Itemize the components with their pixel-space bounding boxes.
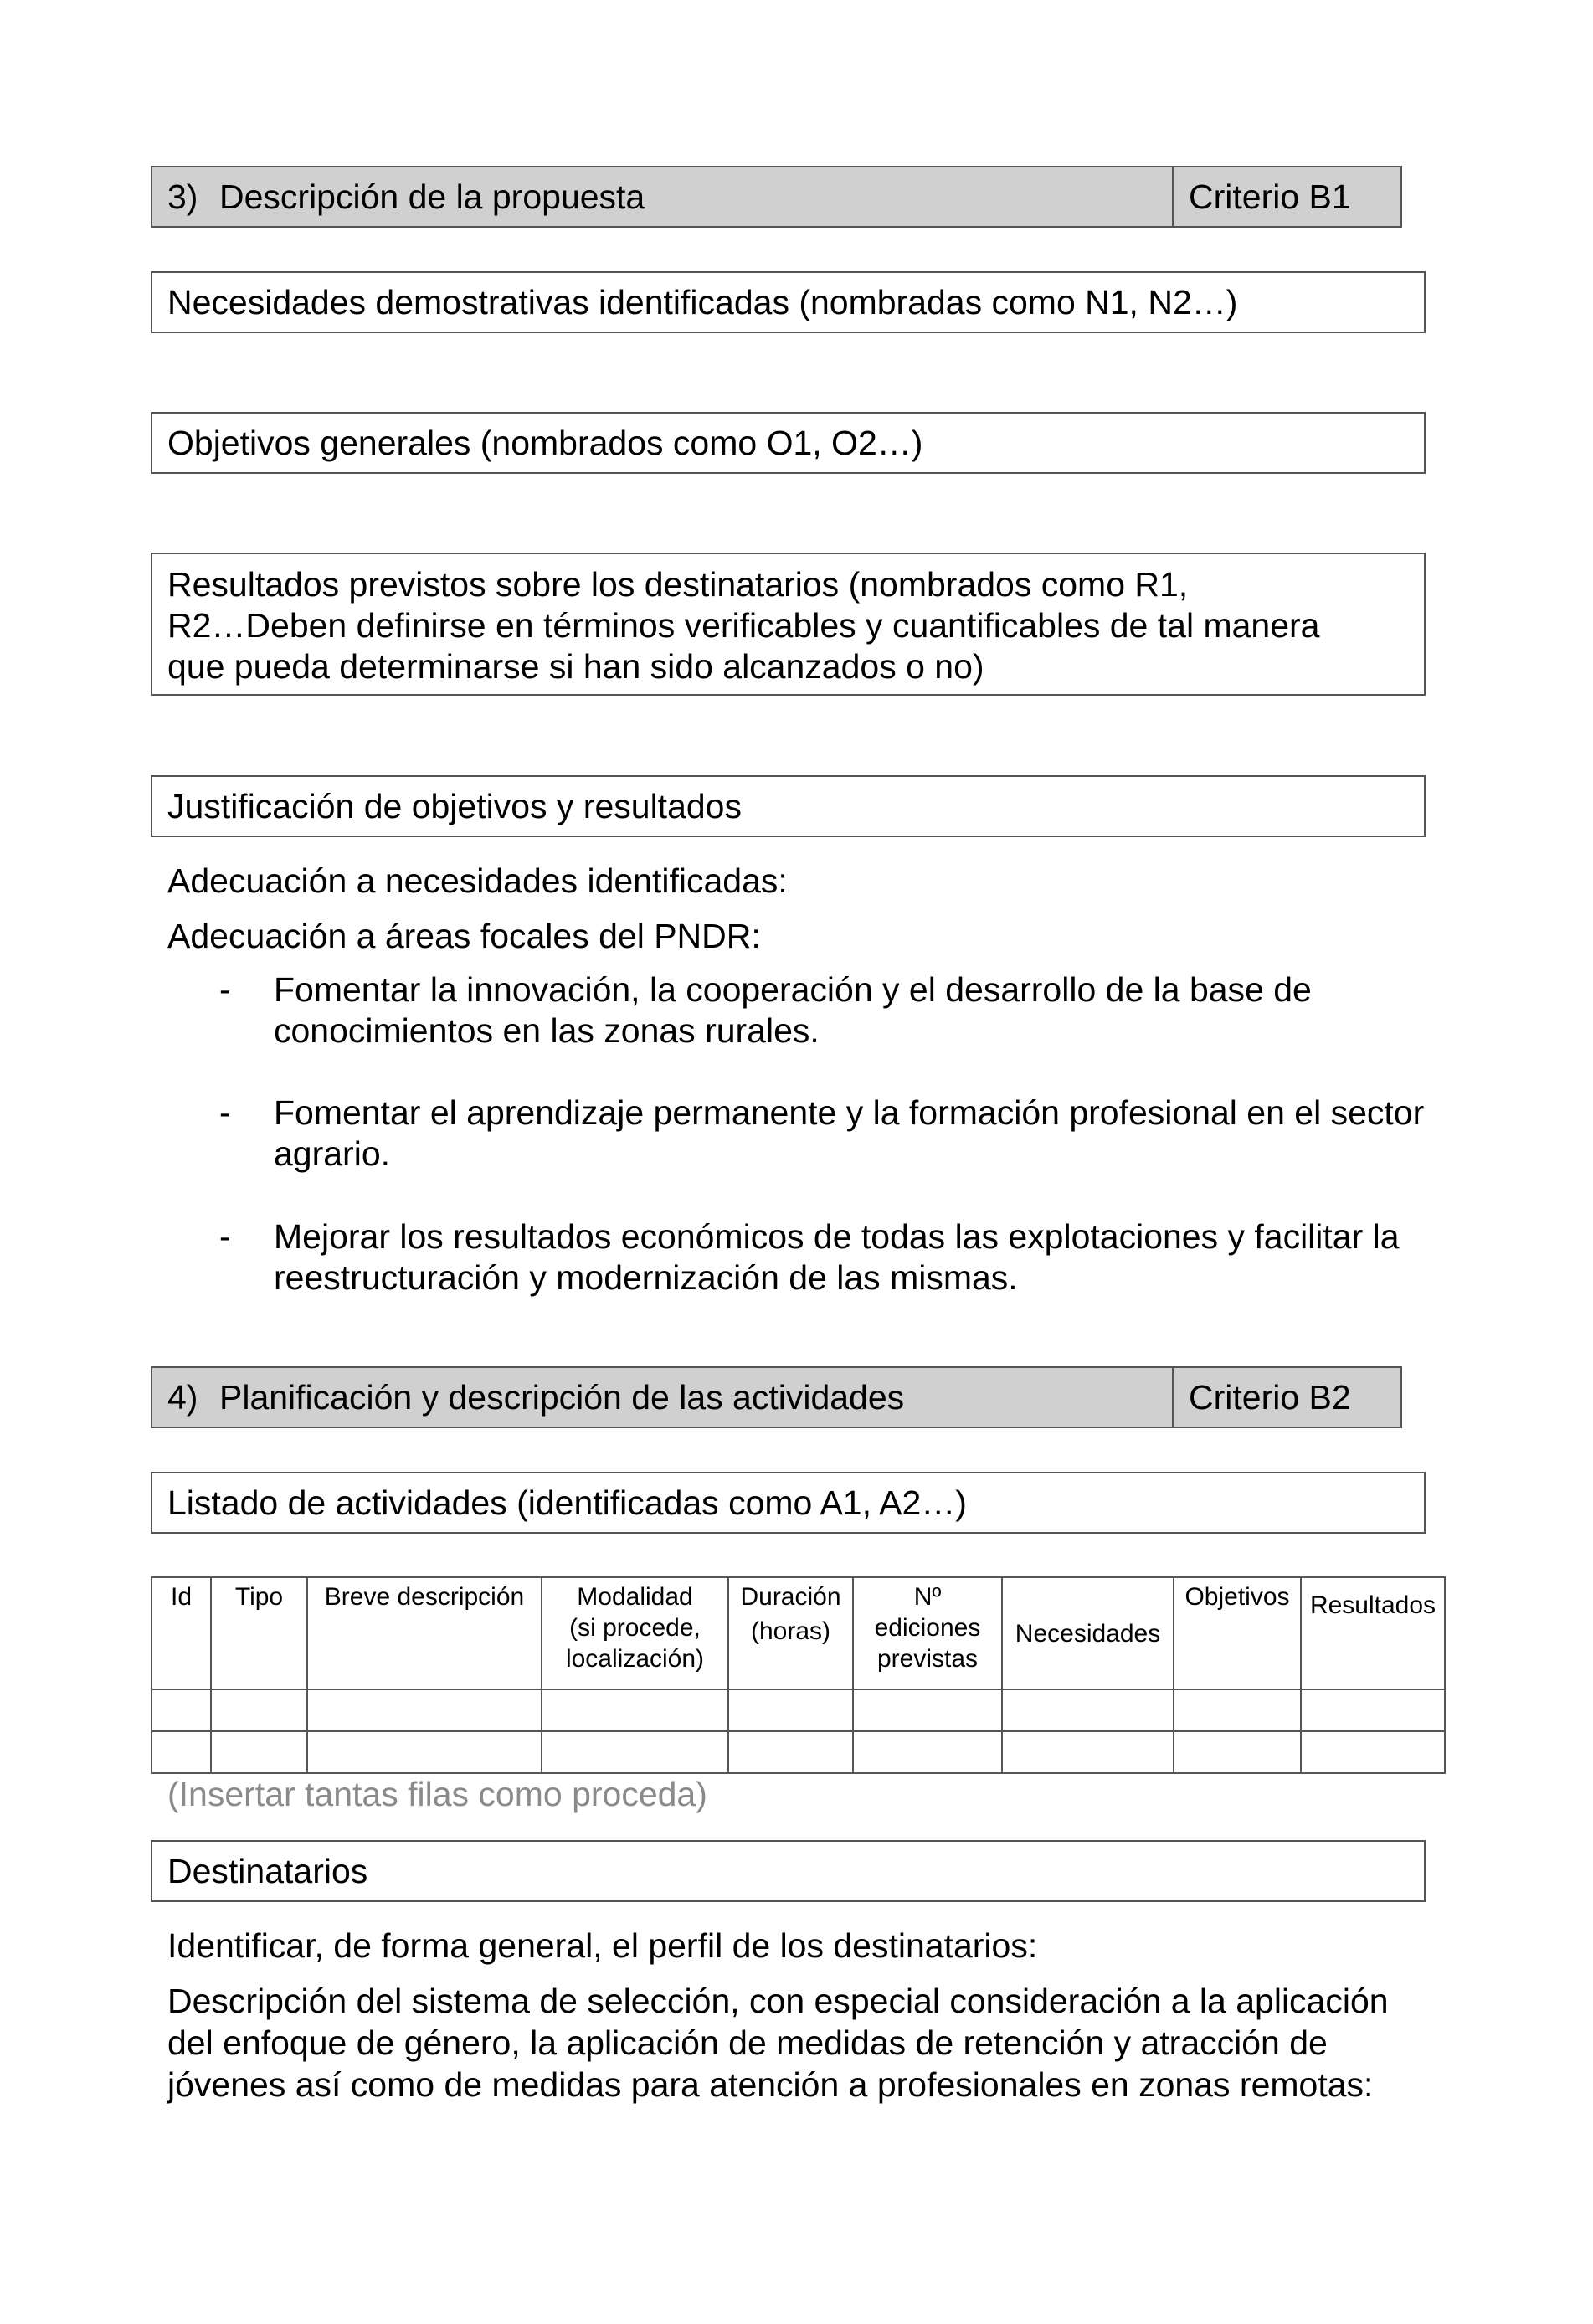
table-cell[interactable] — [211, 1731, 307, 1773]
focal-area-line-2: reestructuración y modernización de las mismas. — [274, 1258, 1018, 1297]
focal-area-line-2: conocimientos en las zonas rurales. — [274, 1011, 820, 1050]
table-cell[interactable] — [152, 1689, 211, 1731]
section-4-title: Planificación y descripción de las actividades — [219, 1378, 905, 1417]
objectives-box-label: Objetivos generales (nombrados como O1, O2…) — [167, 424, 923, 462]
section-3-header — [151, 166, 1402, 228]
focal-area-line-1: Fomentar el aprendizaje permanente y la formación profesional en el sector — [274, 1093, 1425, 1132]
table-cell[interactable] — [307, 1731, 542, 1773]
needs-box-label: Necesidades demostrativas identificadas (nombradas como N1, N2…) — [167, 283, 1238, 321]
table-cell[interactable] — [728, 1731, 853, 1773]
table-cell[interactable] — [1174, 1689, 1301, 1731]
adequacy-needs: Adecuación a necesidades identificadas: — [167, 861, 788, 900]
col-header-ediciones — [853, 1577, 1002, 1689]
table-row — [152, 1731, 1445, 1773]
col-header-duracion — [728, 1577, 853, 1689]
objectives-box — [151, 412, 1426, 474]
section-3-title-cell — [152, 167, 1174, 226]
section-3-criterion: Criterio B1 — [1189, 177, 1351, 216]
recipients-box — [151, 1840, 1426, 1902]
activities-table — [151, 1576, 1446, 1774]
table-cell[interactable] — [211, 1689, 307, 1731]
col-header-necesidades-text: Necesidades — [1015, 1619, 1161, 1648]
table-row — [152, 1689, 1445, 1731]
col-header-resultados-text: Resultados — [1309, 1591, 1436, 1619]
col-header-modalidad-line-1: Modalidad — [577, 1583, 693, 1611]
table-cell[interactable] — [1002, 1689, 1174, 1731]
adequacy-focal-areas: Adecuación a áreas focales del PNDR: — [167, 917, 761, 955]
results-box — [151, 553, 1426, 696]
insert-rows-note: (Insertar tantas filas como proceda) — [167, 1775, 707, 1813]
results-box-line-1: Resultados previstos sobre los destinatarios (nombrados como R1, — [167, 565, 1189, 604]
focal-area-line-2: agrario. — [274, 1134, 391, 1173]
results-box-line-2: R2…Deben definirse en términos verificables y cuantificables de tal manera — [167, 606, 1320, 645]
table-cell[interactable] — [1002, 1731, 1174, 1773]
table-cell[interactable] — [152, 1731, 211, 1773]
col-header-ediciones-line-2: ediciones — [874, 1614, 981, 1642]
col-header-modalidad — [542, 1577, 728, 1689]
section-4-header — [151, 1366, 1402, 1428]
col-header-ediciones-line-1: Nº — [913, 1583, 942, 1611]
bullet-dash: - — [219, 970, 231, 1009]
bullet-dash: - — [219, 1217, 231, 1256]
justification-box — [151, 775, 1426, 837]
col-header-necesidades — [1002, 1577, 1174, 1689]
table-cell[interactable] — [307, 1689, 542, 1731]
justification-box-label: Justificación de objetivos y resultados — [167, 787, 742, 825]
recipients-profile: Identificar, de forma general, el perfil de los destinatarios: — [167, 1926, 1038, 1965]
col-header-modalidad-line-3: localización) — [565, 1645, 705, 1673]
selection-system-line-2: del enfoque de género, la aplicación de medidas de retención y atracción de — [167, 2023, 1328, 2062]
col-header-objetivos — [1174, 1577, 1301, 1689]
needs-box — [151, 271, 1426, 333]
section-3-number: 3) — [167, 177, 198, 216]
table-cell[interactable] — [1174, 1731, 1301, 1773]
results-box-line-3: que pueda determinarse si han sido alcanzados o no) — [167, 647, 984, 686]
table-cell[interactable] — [542, 1731, 728, 1773]
section-4-number: 4) — [167, 1378, 198, 1417]
bullet-dash: - — [219, 1093, 231, 1132]
activities-box — [151, 1472, 1426, 1534]
col-header-modalidad-line-2: (si procede, — [569, 1614, 701, 1642]
table-cell[interactable] — [853, 1731, 1002, 1773]
table-cell[interactable] — [853, 1689, 1002, 1731]
col-header-tipo — [211, 1577, 307, 1689]
section-4-title-cell — [152, 1368, 1174, 1427]
col-header-resultados — [1301, 1577, 1445, 1689]
table-header-row — [152, 1577, 1445, 1689]
col-header-id-text: Id — [170, 1583, 193, 1611]
activities-box-label: Listado de actividades (identificadas como A1, A2…) — [167, 1483, 967, 1522]
selection-system-line-3: jóvenes así como de medidas para atención a profesionales en zonas remotas: — [167, 2065, 1374, 2104]
table-cell[interactable] — [1301, 1689, 1445, 1731]
col-header-objetivos-text: Objetivos — [1184, 1583, 1290, 1611]
focal-area-line-1: Fomentar la innovación, la cooperación y el desarrollo de la base de — [274, 970, 1312, 1009]
col-header-breve-text: Breve descripción — [324, 1583, 525, 1611]
col-header-ediciones-line-3: previstas — [876, 1645, 979, 1673]
col-header-id — [152, 1577, 211, 1689]
selection-system-line-1: Descripción del sistema de selección, con especial consideración a la aplicación — [167, 1982, 1389, 2020]
col-header-duracion-line-2: (horas) — [750, 1617, 831, 1645]
col-header-duracion-line-1: Duración — [740, 1583, 841, 1611]
table-cell[interactable] — [1301, 1731, 1445, 1773]
col-header-tipo-text: Tipo — [234, 1583, 284, 1611]
table-cell[interactable] — [728, 1689, 853, 1731]
section-4-criterion: Criterio B2 — [1189, 1378, 1351, 1417]
section-3-title: Descripción de la propuesta — [219, 177, 645, 216]
recipients-box-label: Destinatarios — [167, 1852, 368, 1890]
col-header-breve-descripcion — [307, 1577, 542, 1689]
focal-area-line-1: Mejorar los resultados económicos de todas las explotaciones y facilitar la — [274, 1217, 1400, 1256]
table-cell[interactable] — [542, 1689, 728, 1731]
